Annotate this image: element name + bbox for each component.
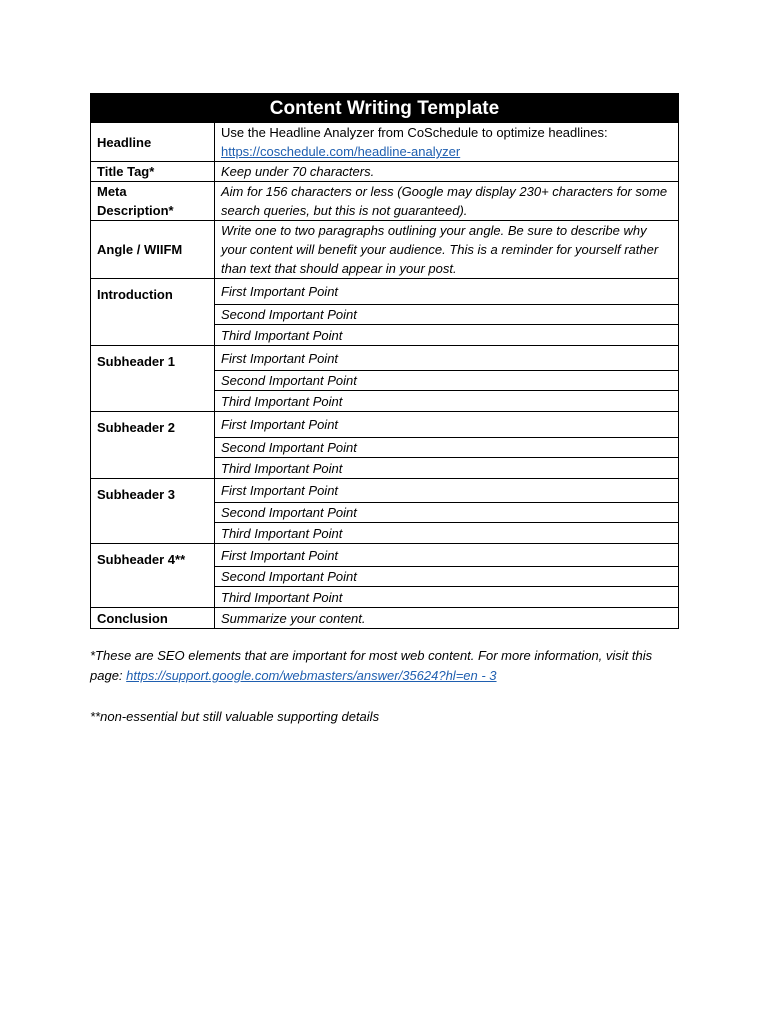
conclusion-label: Conclusion (91, 608, 215, 629)
meta-label-line2: Description* (97, 203, 174, 218)
headline-value (215, 123, 679, 162)
headline-row (91, 123, 679, 162)
point-cell: First Important Point (215, 544, 679, 567)
point-cell: Third Important Point (215, 587, 679, 608)
conclusion-value: Summarize your content. (215, 608, 679, 629)
point-cell: First Important Point (215, 479, 679, 503)
seo-footnote (90, 646, 680, 686)
point-cell: Second Important Point (215, 503, 679, 523)
title-tag-label: Title Tag* (91, 162, 215, 182)
angle-value: Write one to two paragraphs outlining your angle. Be sure to describe why your content will benefit your audience. This is a reminder for yourself rather than text that should appear in your post. (215, 221, 679, 279)
section-row (91, 346, 679, 371)
point-cell: Second Important Point (215, 305, 679, 325)
point-cell: Third Important Point (215, 458, 679, 479)
section-label-subheader-4: Subheader 4** (91, 544, 215, 608)
angle-label: Angle / WIIFM (91, 221, 215, 279)
meta-label-line1: Meta (97, 184, 127, 199)
conclusion-row (91, 608, 679, 629)
point-cell: Third Important Point (215, 391, 679, 412)
headline-analyzer-link[interactable]: https://coschedule.com/headline-analyzer (221, 144, 461, 159)
point-cell: Third Important Point (215, 523, 679, 544)
meta-description-label (91, 182, 215, 221)
title-tag-value: Keep under 70 characters. (215, 162, 679, 182)
meta-description-row (91, 182, 679, 221)
point-cell: First Important Point (215, 412, 679, 438)
template-title: Content Writing Template (91, 94, 679, 123)
meta-description-value: Aim for 156 characters or less (Google may display 230+ characters for some search queries, but this is not guaranteed). (215, 182, 679, 221)
title-tag-row (91, 162, 679, 182)
section-row (91, 412, 679, 438)
section-row (91, 279, 679, 305)
section-label-introduction: Introduction (91, 279, 215, 346)
point-cell: Second Important Point (215, 438, 679, 458)
angle-row (91, 221, 679, 279)
section-label-subheader-2: Subheader 2 (91, 412, 215, 479)
point-cell: First Important Point (215, 346, 679, 371)
point-cell: Second Important Point (215, 371, 679, 391)
section-label-subheader-3: Subheader 3 (91, 479, 215, 544)
point-cell: Third Important Point (215, 325, 679, 346)
nonessential-footnote: **non-essential but still valuable supporting details (90, 709, 380, 724)
section-label-subheader-1: Subheader 1 (91, 346, 215, 412)
section-row (91, 544, 679, 567)
content-writing-template-table (90, 93, 679, 629)
point-cell: Second Important Point (215, 567, 679, 587)
headline-text: Use the Headline Analyzer from CoSchedule to optimize headlines: (221, 125, 608, 140)
section-row (91, 479, 679, 503)
headline-label: Headline (91, 123, 215, 162)
google-support-link[interactable]: https://support.google.com/webmasters/answer/35624?hl=en - 3 (126, 668, 497, 683)
point-cell: First Important Point (215, 279, 679, 305)
seo-note-text: *These are SEO elements that are important for most web content. For more information, visit this page: (90, 648, 653, 683)
